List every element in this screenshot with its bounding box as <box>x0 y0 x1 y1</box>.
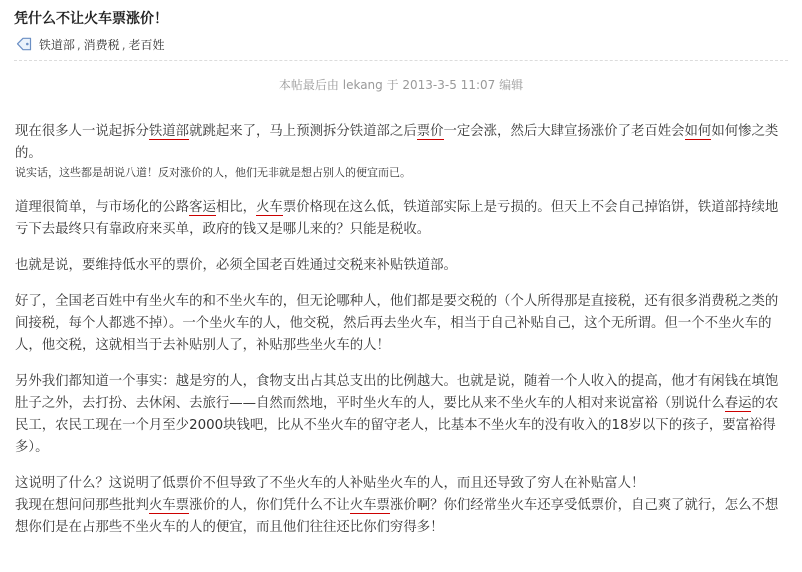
header-divider <box>14 60 788 61</box>
paragraph <box>15 197 789 241</box>
post-title: 凭什么不让火车票涨价！ <box>14 11 168 27</box>
keyword-link-railway-ministry[interactable]: 铁道部 <box>148 124 190 139</box>
paragraph <box>15 371 789 459</box>
text-segment: 一定会涨，然后大肆宣扬涨价了老百姓会 <box>443 124 685 139</box>
text-segment: 涨价啊？你们经常坐火车还享受低票价，自己爽了就行，怎么不想想你们是在占那些不坐火车的人的便宜，而且他们往往还比你们穷得多！ <box>15 498 779 535</box>
keyword-link-train-ticket[interactable]: 火车票 <box>349 498 390 513</box>
paragraph <box>15 165 789 181</box>
text-segment: 票价格现在这么低，铁道部实际上是亏损的。但天上不会自己掉馅饼，铁道部持续地亏下去最终只有靠政府来买单，政府的钱又是哪儿来的？只能是税收。 <box>15 200 779 237</box>
tag-link-railway-ministry[interactable]: 铁道部 <box>38 38 75 52</box>
text-segment: 这说明了什么？这说明了低票价不但导致了不坐火车的人补贴坐火车的人，而且还导致了穷人在补贴富人！ <box>15 476 645 491</box>
text-segment: 相比， <box>215 200 257 215</box>
text-segment: 涨价的人，你们凭什么不让 <box>189 498 350 513</box>
keyword-link-train[interactable]: 火车 <box>256 200 283 215</box>
text-segment: 如何惨之类的。 <box>15 124 779 161</box>
post-body <box>15 121 789 553</box>
text-segment: 我现在想问问那些批判 <box>15 498 149 513</box>
paragraph <box>15 121 789 165</box>
tag-separator: , <box>121 38 126 52</box>
text-segment: 说实话，这些都是胡说八道！反对涨价的人，他们无非就是想占别人的便宜而已。 <box>15 166 411 179</box>
paragraph <box>15 255 789 277</box>
paragraph <box>15 473 789 495</box>
edit-note: 本帖最后由 lekang 于 2013-3-5 11:07 编辑 <box>278 78 524 92</box>
text-segment: 现在很多人一说起拆分 <box>15 124 149 139</box>
tag-separator: , <box>76 38 81 52</box>
tag-list <box>16 36 165 54</box>
text-segment: 道理很简单，与市场化的公路 <box>15 200 190 215</box>
paragraph <box>15 495 789 539</box>
keyword-link-fare[interactable]: 票价 <box>416 124 444 139</box>
tag-icon <box>16 37 32 51</box>
keyword-link-how[interactable]: 如何 <box>684 124 712 139</box>
paragraph <box>15 291 789 357</box>
text-segment: 好了，全国老百姓中有坐火车的和不坐火车的，但无论哪种人，他们都是要交税的（个人所得那是直接税，还有很多消费税之类的间接税，每个人都逃不掉）。一个坐火车的人，他交税，然后再去坐火车，相当于自己补贴自己，这个无所谓。但一个不坐火车的人，他交税，这就相当于去补贴别人了，补贴那些坐火车的人！ <box>15 294 779 353</box>
tag-link-common-people[interactable]: 老百姓 <box>128 38 165 52</box>
text-segment: 的农民工，农民工现在一个月至少2000块钱吧，比从不坐火车的留守老人，比基本不坐火车的没有收入的18岁以下的孩子，要富裕得多）。 <box>15 396 779 455</box>
keyword-link-spring-festival-travel[interactable]: 春运 <box>724 396 752 411</box>
keyword-link-train-ticket[interactable]: 火车票 <box>148 498 190 513</box>
tag-link-consumption-tax[interactable]: 消费税 <box>83 38 120 52</box>
text-segment: 另外我们都知道一个事实：越是穷的人，食物支出占其总支出的比例越大。也就是说，随着一个人收入的提高，他才有闲钱在填饱肚子之外，去打扮、去休闲、去旅行——自然而然地，平时坐火车的人，要比从来不坐火车的人相对来说富裕（别说什么 <box>15 374 779 411</box>
text-segment: 也就是说，要维持低水平的票价，必须全国老百姓通过交税来补贴铁道部。 <box>15 258 457 273</box>
keyword-link-passenger-transport[interactable]: 客运 <box>189 200 216 215</box>
text-segment: 就跳起来了，马上预测拆分铁道部之后 <box>189 124 417 139</box>
